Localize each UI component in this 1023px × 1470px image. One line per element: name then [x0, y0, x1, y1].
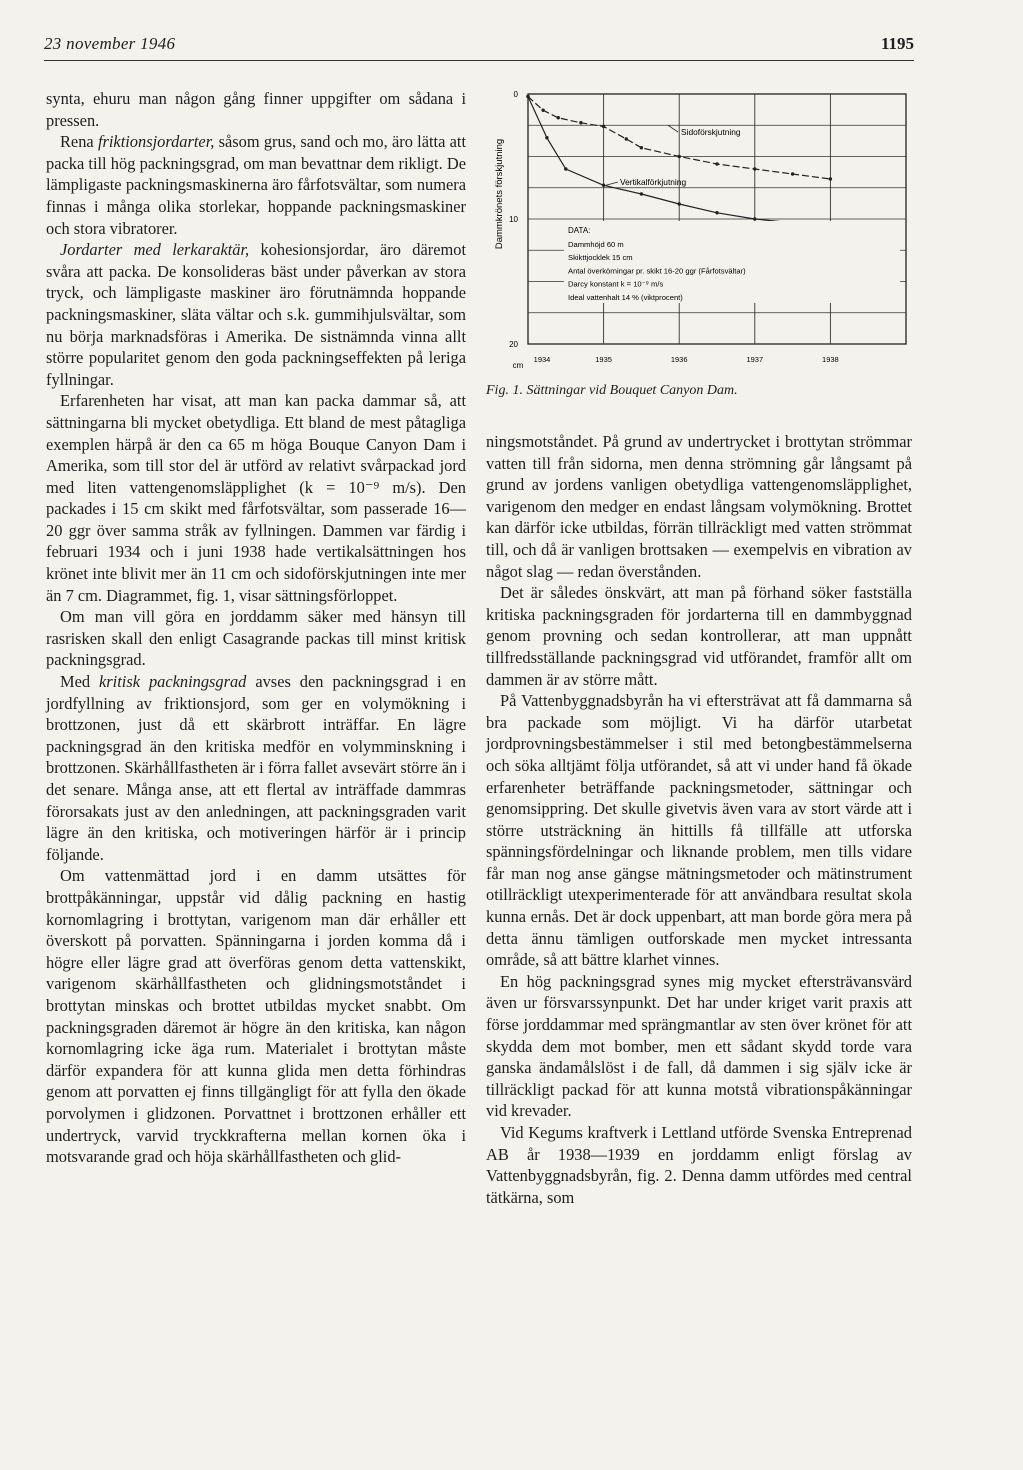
data-point: [557, 116, 560, 119]
data-box-line: Darcy konstant k = 10⁻⁹ m/s: [568, 279, 664, 289]
paragraph: ningsmotståndet. På grund av undertrycket i brottytan strömmar vatten till från sidorna, men denna strömning går långsamt på grund av jordens vanligen obetydliga vattengenomsläpplighet, varigenom den medger en endast långsam volymökning. Brottet kan därför icke utbildas, förrän tillräckligt med vatten strömmat till, och då är vanligen brottsaken — exempelvis en vibration av något slag — redan överstånden.: [486, 432, 912, 581]
series-label-vertikalforkjutning: Vertikalförkjutning: [620, 177, 687, 187]
series-label-sidoforskjutning: Sidoförskjutning: [681, 127, 741, 137]
left-text-column: [46, 88, 466, 1168]
data-point: [640, 192, 643, 195]
data-point: [715, 211, 718, 214]
paragraph: På Vattenbyggnadsbyrån ha vi eftersträvat att få dammarna så bra packade som möjligt. Vi ha därför utarbetat jordprovningsbestämmelser i stil med betongbestämmelserna och söka alltjämt följa utförandet, så att vi under hand få ökade erfarenheter beträffande packningsmetoder, sättningar och genomsippring. Det skulle givetvis även vara av stort värde att i större utsträckning än hittills få tillfälle att utforska spänningsfördelningar och liknande problem, men tills vidare får man nog anse gängse mätningsmetoder och mätinstrument otillräckligt utexperimenterade för att användbara resultat skola kunna ernås. Det är dock uppenbart, att man borde göra mera på detta ännu tämligen outforskade men mycket intressanta område, så att bättre klarhet vinnes.: [486, 691, 912, 970]
text-run: kohesionsjordar, äro däremot svåra att packa. De konsolideras bäst under påverkan av stora tryck, och lämpligaste maskiner äro förutnämnda hoppande packningsmaskiner, släta vältar och s.k. gummihjulsvältar, som nu börja marknadsföras i Amerika. De sistnämnda vinna allt större popularitet genom den goda packningseffekten på leriga fyllningar.: [46, 240, 466, 389]
page-number: 1195: [880, 34, 914, 53]
data-point: [602, 184, 605, 187]
italic-term: Jordarter med lerkaraktär,: [60, 240, 250, 260]
data-box-line: Dammhöjd 60 m: [568, 240, 624, 249]
paragraph: En hög packningsgrad synes mig mycket eftersträvansvärd även ur försvarssynpunkt. Det har under kriget varit praxis att förse jorddammar med sprängmantlar av sten över krönet för att skydda dem mot bomber, men ett sådant skydd torde vara ganska ändamålslöst i de fall, då dammen i sig själv icke är tillräckligt packad för att kunna motstå vibrationspåkänningar vid krevader.: [486, 971, 912, 1121]
data-point: [625, 137, 628, 140]
x-tick-label: 1935: [595, 355, 612, 364]
data-point: [545, 136, 548, 139]
figure-1: [488, 84, 914, 404]
data-point: [829, 177, 832, 180]
data-box-heading: DATA:: [568, 226, 591, 235]
y-tick-label: 0: [513, 90, 518, 99]
y-tick-label: 20: [509, 340, 518, 349]
italic-term: kritisk packningsgrad: [99, 672, 247, 692]
data-point: [678, 155, 681, 158]
issue-date: 23 november 1946: [44, 34, 176, 53]
settlement-chart: [488, 84, 914, 384]
data-point: [678, 202, 681, 205]
x-tick-label: 1937: [746, 355, 764, 364]
data-point: [791, 172, 794, 175]
paragraph: synta, ehuru man någon gång finner uppgifter om sådana i pressen.: [46, 89, 466, 130]
paragraph: Om man vill göra en jorddamm säker med hänsyn till rasrisken skall den enligt Casagrande packas till minst kritisk packningsgrad.: [46, 607, 466, 670]
paragraph: Om vattenmättad jord i en damm utsättes för brottpåkänningar, uppstår vid dålig packning en hastig kornomlagring i brottytan, varigenom man där erhåller ett överskott på porvatten. Spänningarna i jorden komma då i högre eller lägre grad att överföras genom detta vattenskikt, varigenom skärhållfastheten och glidningsmotståndet i brottytan minskas och brottet utbildas mycket snabbt. Om packningsgraden däremot är högre än den kritiska, kan någon kornomlagring icke äga rum. Materialet i brottytan måste därför expandera för att kunna glida men detta förhindras genom att porvatten ej finns tillgängligt för att fylla den ökade porvolymen i glidzonen. Porvattnet i brottzonen erhåller ett undertryck, varvid tryckkrafterna mellan kornen öka i motsvarande grad och höja skärhållfastheten och glid-: [46, 866, 466, 1167]
right-text-column: [486, 431, 912, 1208]
data-point: [541, 109, 544, 112]
figure-caption: Fig. 1. Sättningar vid Bouquet Canyon Dam.: [486, 383, 738, 398]
x-tick-label: 1934: [533, 355, 551, 364]
paragraph: Erfarenheten har visat, att man kan packa dammar så, att sättningarna bli mycket obetydliga. Ett bland de mest påtagliga exemplen härpå är den ca 65 m höga Bouque Canyon Dam i Amerika, som till stor del är utförd av relativt svårpackad jord med liten vattengenomsläpplighet (k = 10⁻⁹ m/s). Den packades i 15 cm skikt med fårfotsvältar, som passerade 16—20 ggr över samma stråk av fyllningen. Dammen var färdig i februari 1934 och i juni 1938 hade vertikalsättningen hos krönet inte blivit mer än 11 cm och sidoförskjutningen inte mer än 7 cm. Diagrammet, fig. 1, visar sättningsförloppet.: [46, 391, 466, 605]
data-point: [753, 167, 756, 170]
data-point: [526, 95, 529, 98]
text-run: avses den packningsgrad i en jordfyllning av friktionsjord, som ger en volymökning i brottzonen, just då ett skärbrott inträffar. En lägre packningsgrad än den kritiska medför en volymminskning i brottzonen. Skärhållfastheten är i förra fallet avsevärt större än i det senare. Många anse, att ett flertal av inträffade dammras förorsakats just av den anledningen, att packningsgraden varit lägre än den kritiska, och motiveringen härför är i princip följande.: [46, 672, 466, 864]
data-box-line: Ideal vattenhalt 14 % (viktprocent): [568, 292, 683, 302]
data-point: [579, 121, 582, 124]
data-point: [715, 162, 718, 165]
label-leader: [606, 182, 618, 185]
data-box-line: Antal överkörningar pr. skikt 16-20 ggr (Fårfotsvältar): [568, 266, 746, 276]
y-axis-label: Dammkrönets förskjutning: [494, 138, 505, 250]
paragraph: [46, 239, 466, 390]
text-run: Med: [60, 672, 100, 692]
text-run: såsom grus, sand och mo, äro lätta att packa till hög packningsgrad, om man bevattnar dem rikligt. De lämpligaste packningsmaskinerna äro fårfotsvältar, som numera finnas i många olika storlekar, hoppande packningsmaskiner och stora vibratorer.: [46, 132, 466, 238]
italic-term: friktionsjordarter,: [97, 132, 215, 152]
paragraph: [46, 131, 466, 239]
page-header: [44, 30, 914, 61]
paragraph: [46, 671, 466, 865]
data-point: [564, 167, 567, 170]
data-point: [602, 125, 605, 128]
text-run: Rena: [60, 132, 98, 152]
paragraph: Det är således önskvärt, att man på förhand söker fastställa kritiska packningsgraden för jordarterna till en dammbyggnad genom provning och sedan kontrollerar, att man uppnått tillfredsställande packningsgrad vid utförandet, framför allt om dammen är av större mått.: [486, 583, 912, 689]
x-tick-label: 1936: [670, 355, 688, 364]
data-point: [640, 146, 643, 149]
paragraph: Vid Kegums kraftverk i Lettland utförde Svenska Entreprenad AB år 1938—1939 en jorddamm enligt förslag av Vattenbyggnadsbyrån, fig. 2. Denna damm utfördes med central tätkärna, som: [486, 1123, 912, 1207]
data-box-line: Skikttjocklek 15 cm: [568, 253, 633, 263]
label-leader: [668, 125, 678, 132]
data-point: [753, 217, 756, 220]
y-tick-label: 10: [509, 215, 518, 224]
x-tick-label: 1938: [822, 355, 839, 364]
y-axis-unit: cm: [512, 361, 524, 370]
